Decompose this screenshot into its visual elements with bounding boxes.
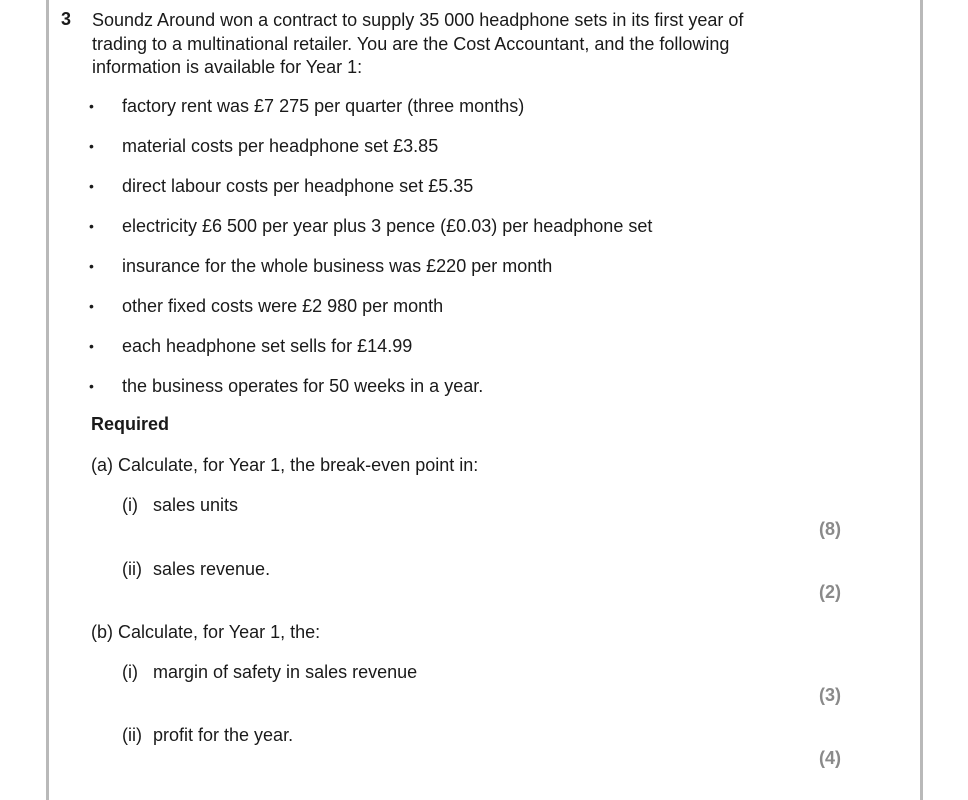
subpart-b-i xyxy=(122,662,417,683)
part-label: (b) xyxy=(91,622,113,642)
subpart-label: (i) xyxy=(122,495,138,515)
bullet-dot: • xyxy=(89,258,94,274)
part-text: Calculate, for Year 1, the: xyxy=(118,622,321,642)
question-intro xyxy=(92,9,812,80)
bullet-dot: • xyxy=(89,218,94,234)
bullet-text: insurance for the whole business was £220 per month xyxy=(122,256,553,276)
bullet-text: the business operates for 50 weeks in a year. xyxy=(122,376,484,396)
intro-line: Soundz Around won a contract to supply 35 000 headphone sets in its first year of xyxy=(92,10,744,30)
marks-badge: (2) xyxy=(819,582,841,602)
bullet-text: direct labour costs per headphone set £5.35 xyxy=(122,176,474,196)
subpart-a-i xyxy=(122,495,238,516)
subpart-text: margin of safety in sales revenue xyxy=(153,662,418,682)
bullet-text: electricity £6 500 per year plus 3 pence (£0.03) per headphone set xyxy=(122,216,653,236)
intro-line: information is available for Year 1: xyxy=(92,57,363,77)
subpart-label: (i) xyxy=(122,662,138,682)
bullet-dot: • xyxy=(89,338,94,354)
subpart-b-ii xyxy=(122,725,293,746)
part-b xyxy=(91,622,320,643)
bullet-text: other fixed costs were £2 980 per month xyxy=(122,296,444,316)
part-a xyxy=(91,455,478,476)
subpart-text: sales revenue. xyxy=(153,559,271,579)
subpart-text: profit for the year. xyxy=(153,725,294,745)
bullet-dot: • xyxy=(89,138,94,154)
part-label: (a) xyxy=(91,455,113,475)
bullet-dot: • xyxy=(89,298,94,314)
bullet-dot: • xyxy=(89,378,94,394)
question-number: 3 xyxy=(61,9,72,29)
subpart-a-ii xyxy=(122,559,270,580)
bullet-dot: • xyxy=(89,178,94,194)
part-text: Calculate, for Year 1, the break-even point in: xyxy=(118,455,479,475)
marks-badge: (3) xyxy=(819,685,841,705)
marks-badge: (4) xyxy=(819,748,841,768)
bullet-text: factory rent was £7 275 per quarter (three months) xyxy=(122,96,525,116)
required-heading: Required xyxy=(91,414,170,434)
marks-badge: (8) xyxy=(819,519,841,539)
subpart-label: (ii) xyxy=(122,559,142,579)
subpart-label: (ii) xyxy=(122,725,142,745)
page-border-left xyxy=(46,0,49,800)
bullet-text: material costs per headphone set £3.85 xyxy=(122,136,439,156)
bullet-dot: • xyxy=(89,98,94,114)
subpart-text: sales units xyxy=(153,495,239,515)
bullet-text: each headphone set sells for £14.99 xyxy=(122,336,413,356)
page-border-right xyxy=(920,0,923,800)
intro-line: trading to a multinational retailer. You are the Cost Accountant, and the following xyxy=(92,33,730,54)
